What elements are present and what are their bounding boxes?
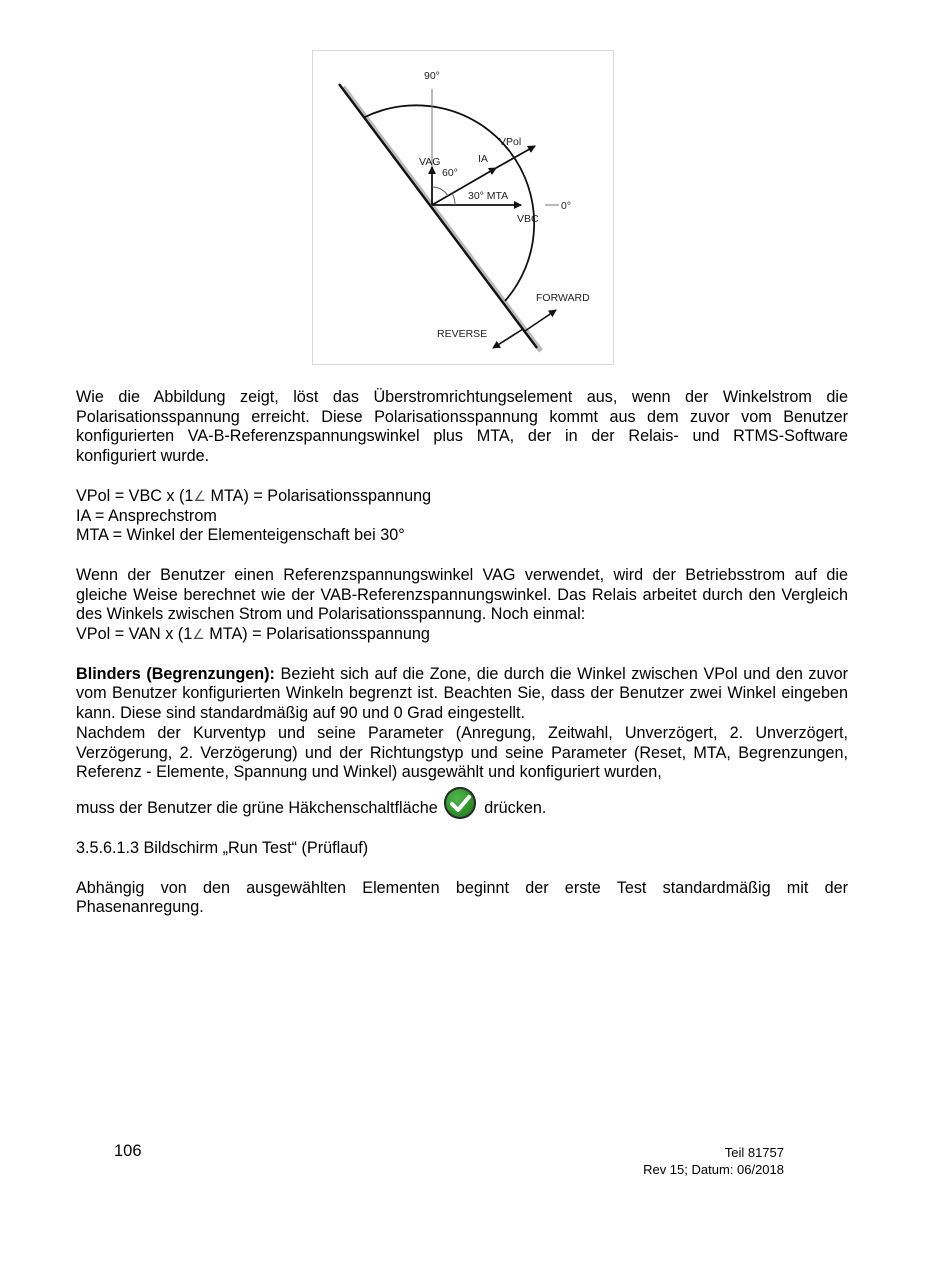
blinders-heading: Blinders (Begrenzungen): — [76, 664, 275, 683]
label-90: 90° — [424, 70, 440, 82]
label-reverse: REVERSE — [437, 328, 488, 340]
formula-vpol-vbc: VPol = VBC x (1∠ MTA) = Polarisationsspannung — [76, 486, 432, 505]
boundary-shadow — [343, 87, 541, 351]
angle-60-arc — [432, 187, 448, 196]
boundary-line — [339, 84, 537, 348]
paragraph-intro: Wie die Abbildung zeigt, löst das Überstromrichtungselement aus, wenn der Winkelstrom die Polarisationsspannung erreicht. Diese Polarisationsspannung kommt aus dem zuvor vom Benutzer konfigurierten VA-B-Referenzspannungswinkel plus MTA, der in der Relais- und RTMS-Software konfiguriert wurde. — [76, 388, 848, 466]
label-vag: VAG — [419, 156, 441, 168]
formula-vpol-van: VPol = VAN x (1∠ MTA) = Polarisationsspannung — [76, 625, 430, 644]
checkmark-icon — [444, 787, 476, 819]
revision-date: Rev 15; Datum: 06/2018 — [643, 1161, 784, 1177]
paragraph-curve-config: Nachdem der Kurventyp und seine Parameter (Anregung, Zeitwahl, Unverzögert, 2. Unverzögert, Verzögerung, 2. Verzögerung) und der Richtungstyp und seine Parameter (Reset, MTA, Begrenzungen, Referenz - Elemente, Spannung und Winkel) ausgewählt und konfiguriert wurden, — [76, 723, 848, 782]
definition-ia: IA = Ansprechstrom — [76, 506, 217, 525]
body-text — [76, 388, 848, 918]
paragraph-blinders: Blinders (Begrenzungen): Bezieht sich auf die Zone, die durch die Winkel zwischen VPol und den zuvor vom Benutzer konfigurierten Winkeln begrenzt ist. Beachten Sie, dass der Benutzer zwei Winkel eingeben kann. Diese sind standardmäßig auf 90 und 0 Grad eingestellt. — [76, 664, 848, 723]
section-heading: 3.5.6.1.3 Bildschirm „Run Test“ (Prüflauf) — [76, 838, 369, 857]
label-60: 60° — [442, 167, 458, 179]
label-vpol: VPol — [499, 136, 522, 148]
page-number: 106 — [114, 1142, 142, 1160]
footer-info — [643, 1145, 784, 1178]
vpol-arrow — [496, 146, 535, 168]
label-vbc: VBC — [517, 213, 539, 225]
forward-zone-arc — [365, 105, 534, 301]
reverse-arrow — [493, 329, 523, 348]
angle-symbol: ∠ — [193, 487, 206, 504]
label-forward: FORWARD — [536, 292, 590, 304]
paragraph-vag: Wenn der Benutzer einen Referenzspannungswinkel VAG verwendet, wird der Betriebsstrom auf die gleiche Weise berechnet wie der VAB-Referenzspannungswinkel. Das Relais arbeitet durch den Vergleich des Winkels zwischen Strom und Polarisationsspannung. Noch einmal: — [76, 565, 848, 624]
label-mta: 30° MTA — [468, 190, 509, 202]
green-checkmark-button[interactable] — [444, 787, 476, 819]
paragraph-run-test: Abhängig von den ausgewählten Elementen beginnt der erste Test standardmäßig mit der Phasenanregung. — [76, 878, 848, 917]
angle-mta-arc — [452, 193, 455, 205]
diagram-svg — [313, 51, 613, 364]
label-0: 0° — [561, 200, 572, 212]
forward-arrow — [525, 310, 556, 331]
angle-symbol: ∠ — [192, 626, 205, 643]
part-number: Teil 81757 — [724, 1145, 784, 1160]
paragraph-checkmark-line: muss der Benutzer die grüne Häkchenschaltfläche drücken. — [76, 787, 848, 819]
definition-mta: MTA = Winkel der Elementeigenschaft bei 30° — [76, 526, 405, 545]
directional-diagram — [312, 50, 614, 365]
label-ia: IA — [478, 153, 488, 165]
